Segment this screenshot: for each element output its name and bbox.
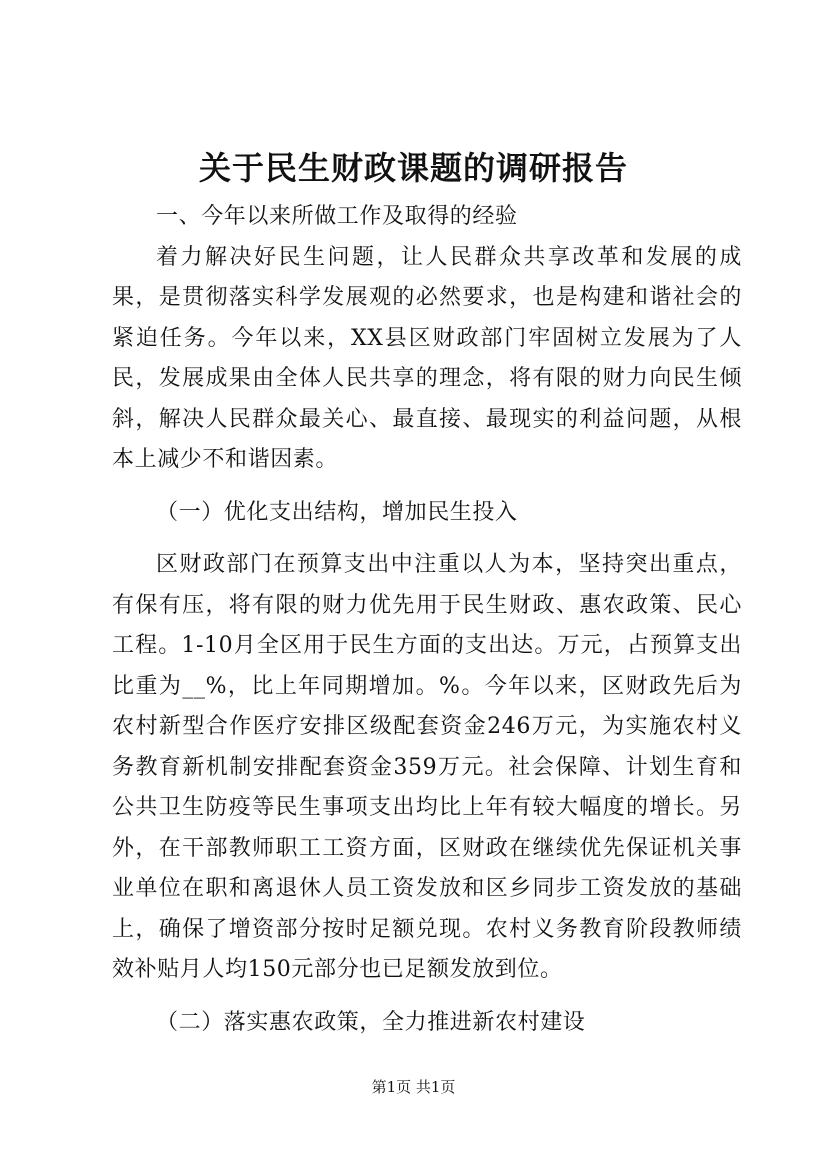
page-footer: 第1页 共1页 xyxy=(371,1078,456,1096)
section-heading: 一、今年以来所做工作及取得的经验 xyxy=(156,204,518,229)
intro-paragraph: 着力解决好民生问题，让人民群众共享改革和发展的成果，是贯彻落实科学发展观的必然要求，也是构建和谐社会的紧迫任务。今年以来，XX县区财政部门牢固树立发展为了人民，发展成果由全体人民共享的理念，将有限的财力向民生倾斜，解决人民群众最关心、最直接、最现实的利益问题，从根本上减少不和谐因素。 xyxy=(112,244,742,472)
document-body xyxy=(112,197,742,1055)
subsection-paragraph-1: 区财政部门在预算支出中注重以人为本，坚持突出重点，有保有压，将有限的财力优先用于民生财政、惠农政策、民心工程。1-10月全区用于民生方面的支出达。万元，占预算支出比重为__%，比上年同期增加。%。今年以来，区财政先后为农村新型合作医疗安排区级配套资金246万元，为实施农村义务教育新机制安排配套资金359万元。社会保障、计划生育和公共卫生防疫等民生事项支出均比上年有较大幅度的增长。另外，在干部教师职工工资方面，区财政在继续优先保证机关事业单位在职和离退休人员工资发放和区乡同步工资发放的基础上，确保了增资部分按时足额兑现。农村义务教育阶段教师绩效补贴月人均150元部分也已足额发放到位。 xyxy=(112,552,742,982)
subsection-heading-1: （一）优化支出结构，增加民生投入 xyxy=(156,499,518,525)
subsection-heading-2: （二）落实惠农政策，全力推进新农村建设 xyxy=(156,1009,586,1035)
document-title: 关于民生财政课题的调研报告 xyxy=(198,149,628,187)
